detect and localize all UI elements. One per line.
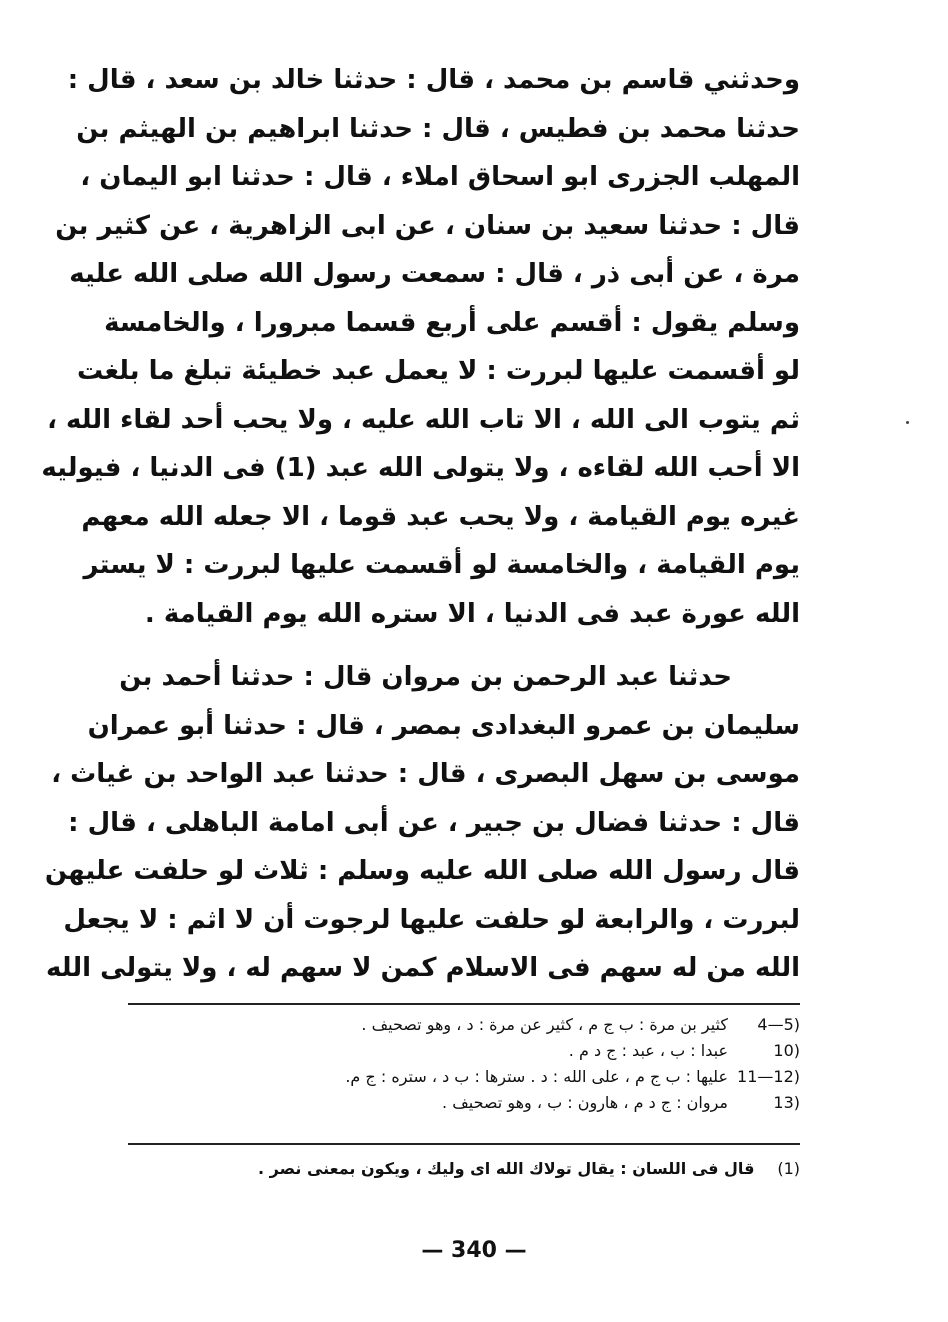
variant-text: مروان : ج د م ، هارون : ب ، وهو تصحيف . bbox=[442, 1093, 728, 1112]
main-paragraph-2 bbox=[44, 653, 800, 993]
text-line: غيره يوم القيامة ، ولا يحب عبد قوما ، الا جعله الله معهم bbox=[81, 501, 800, 532]
footnote-divider bbox=[128, 1003, 800, 1005]
variant-line-number: 10) bbox=[773, 1041, 800, 1060]
text-line: حدثنا محمد بن فطيس ، قال : حدثنا ابراهيم بن الهيثم بن bbox=[76, 113, 800, 144]
text-line: وسلم يقول : أقسم على أربع قسما مبرورا ، والخامسة bbox=[104, 307, 800, 338]
text-line: الله عورة عبد فى الدنيا ، الا ستره الله يوم القيامة . bbox=[144, 598, 800, 629]
text-line: ثم يتوب الى الله ، الا تاب الله عليه ، ولا يحب أحد لقاء الله ، bbox=[47, 404, 800, 435]
variant-line bbox=[128, 1012, 800, 1038]
text-line: موسى بن سهل البصرى ، قال : حدثنا عبد الواحد بن غياث ، bbox=[51, 759, 800, 789]
variant-line-number: 13) bbox=[773, 1093, 800, 1112]
footnote bbox=[128, 1154, 800, 1184]
main-paragraph-1 bbox=[41, 56, 800, 638]
variant-line bbox=[128, 1064, 800, 1090]
footnote-divider bbox=[128, 1143, 800, 1145]
text-line: قال : حدثنا فضال بن جبير ، عن أبى امامة الباهلى ، قال : bbox=[68, 807, 800, 838]
footnote-number: (1) bbox=[777, 1159, 800, 1178]
variant-text: عبدا : ب ، عبد : ج د م . bbox=[568, 1041, 728, 1060]
variant-text: عليها : ب ج م ، على الله : د . سترها : ب د ، ستره : ج م. bbox=[345, 1067, 728, 1086]
text-line: قال : حدثنا سعيد بن سنان ، عن ابى الزاهرية ، عن كثير بن bbox=[55, 210, 800, 241]
text-line: وحدثني قاسم بن محمد ، قال : حدثنا خالد بن سعد ، قال : bbox=[67, 65, 800, 95]
text-line: مرة ، عن أبى ذر ، قال : سمعت رسول الله صلى الله عليه bbox=[69, 259, 800, 289]
text-line: لو أقسمت عليها لبررت : لا يعمل عبد خطيئة تبلغ ما بلغت bbox=[76, 356, 800, 386]
text-line: الا أحب الله لقاءه ، ولا يتولى الله عبد (1) فى الدنيا ، فيوليه bbox=[41, 453, 800, 483]
text-line: قال رسول الله صلى الله عليه وسلم : ثلاث لو حلفت عليهن bbox=[44, 856, 800, 886]
footnote-text: قال فى اللسان : يقال تولاك الله اى وليك ، ويكون بمعنى نصر . bbox=[258, 1159, 755, 1178]
variant-readings bbox=[128, 1012, 800, 1116]
variant-line-number: 11—12) bbox=[737, 1067, 800, 1086]
text-line: الله من له سهم فى الاسلام كمن لا سهم له ، ولا يتولى الله bbox=[46, 953, 800, 983]
variant-line-number: 4—5) bbox=[757, 1015, 800, 1034]
text-line: لبررت ، والرابعة لو حلفت عليها لرجوت أن لا اثم : لا يجعل bbox=[63, 904, 800, 935]
text-line: المهلب الجزرى ابو اسحاق املاء ، قال : حدثنا ابو اليمان ، bbox=[80, 162, 800, 192]
text-line: يوم القيامة ، والخامسة لو أقسمت عليها لبررت : لا يستر bbox=[83, 550, 800, 580]
margin-mark bbox=[906, 421, 909, 424]
variant-text: كثير بن مرة : ب ج م ، كثير عن مرة : د ، وهو تصحيف . bbox=[361, 1015, 728, 1034]
page-number: — 340 — bbox=[421, 1238, 527, 1263]
text-line: سليمان بن عمرو البغدادى بمصر ، قال : حدثنا أبو عمران bbox=[87, 710, 800, 741]
variant-line bbox=[128, 1090, 800, 1116]
variant-line bbox=[128, 1038, 800, 1064]
text-line: حدثنا عبد الرحمن بن مروان قال : حدثنا أحمد بن bbox=[119, 662, 732, 692]
